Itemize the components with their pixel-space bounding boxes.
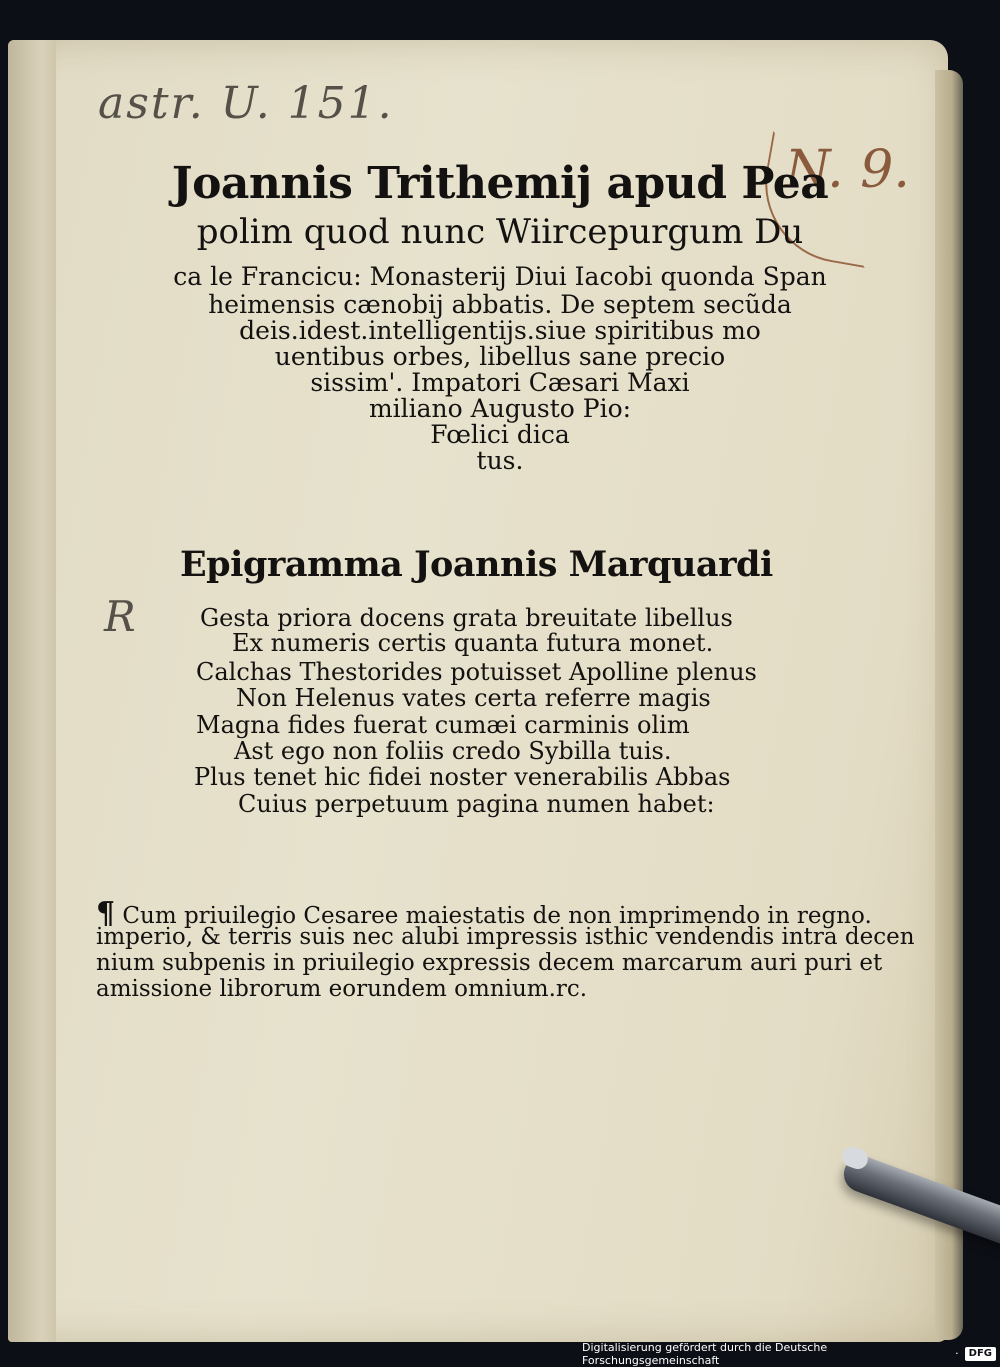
title-line-5: deis.idest.intelligentijs.siue spiritibus mo (239, 316, 761, 345)
dfg-logo: DFG (965, 1347, 996, 1361)
privilege-line-3: nium subpenis in priuilegio expressis decem marcarum auri puri et (96, 950, 883, 976)
verse-line-2: Ex numeris certis quanta futura monet. (232, 629, 714, 657)
margin-mark-handwritten: R (104, 592, 136, 641)
verse-line-1: Gesta priora docens grata breuitate libellus (200, 604, 733, 632)
title-line-4: heimensis cænobij abbatis. De septem secũda (208, 290, 792, 319)
privilege-line-2: imperio, & terris suis nec alubi impressis isthic vendendis intra decen (96, 924, 915, 950)
title-line-10: tus. (476, 446, 524, 475)
number-annotation-handwritten: N. 9. (785, 140, 910, 200)
digitization-footer: Digitalisierung gefördert durch die Deutsche Forschungsgemeinschaft · DFG (582, 1345, 1000, 1362)
title-line-3: ca le Francicu: Monasterij Diui Iacobi quonda Span (173, 262, 827, 291)
title-line-8: miliano Augusto Pio: (368, 394, 632, 423)
epigram-heading: Epigramma Joannis Marquardi (180, 544, 773, 585)
title-line-1: Joannis Trithemij apud Pea (171, 158, 829, 209)
title-line-9: Fœlici dica (430, 420, 570, 449)
verse-line-5: Magna fides fuerat cumæi carminis olim (196, 711, 690, 739)
verse-line-3: Calchas Thestorides potuisset Apolline plenus (196, 658, 757, 686)
footer-text: Digitalisierung gefördert durch die Deutsche Forschungsgemeinschaft (582, 1340, 828, 1367)
title-line-6: uentibus orbes, libellus sane precio (274, 342, 726, 371)
verse-line-7: Plus tenet hic fidei noster venerabilis Abbas (194, 763, 731, 791)
pilcrow-mark: ¶ (96, 896, 116, 931)
verse-line-8: Cuius perpetuum pagina numen habet: (238, 790, 715, 818)
verse-line-4: Non Helenus vates certa referre magis (236, 684, 711, 712)
verse-line-6: Ast ego non foliis credo Sybilla tuis. (234, 737, 672, 765)
title-line-2: polim quod nunc Wiircepurgum Du (196, 212, 804, 252)
title-line-7: sissim'. Impatori Cæsari Maxi (310, 368, 690, 397)
page-edge (935, 70, 963, 1340)
privilege-line-4: amissione librorum eorundem omnium.rc. (96, 976, 588, 1002)
shelfmark-handwritten: astr. U. 151. (98, 78, 394, 129)
privilege-line-1-text: Cum priuilegio Cesaree maiestatis de non imprimendo in regno. (122, 903, 872, 929)
